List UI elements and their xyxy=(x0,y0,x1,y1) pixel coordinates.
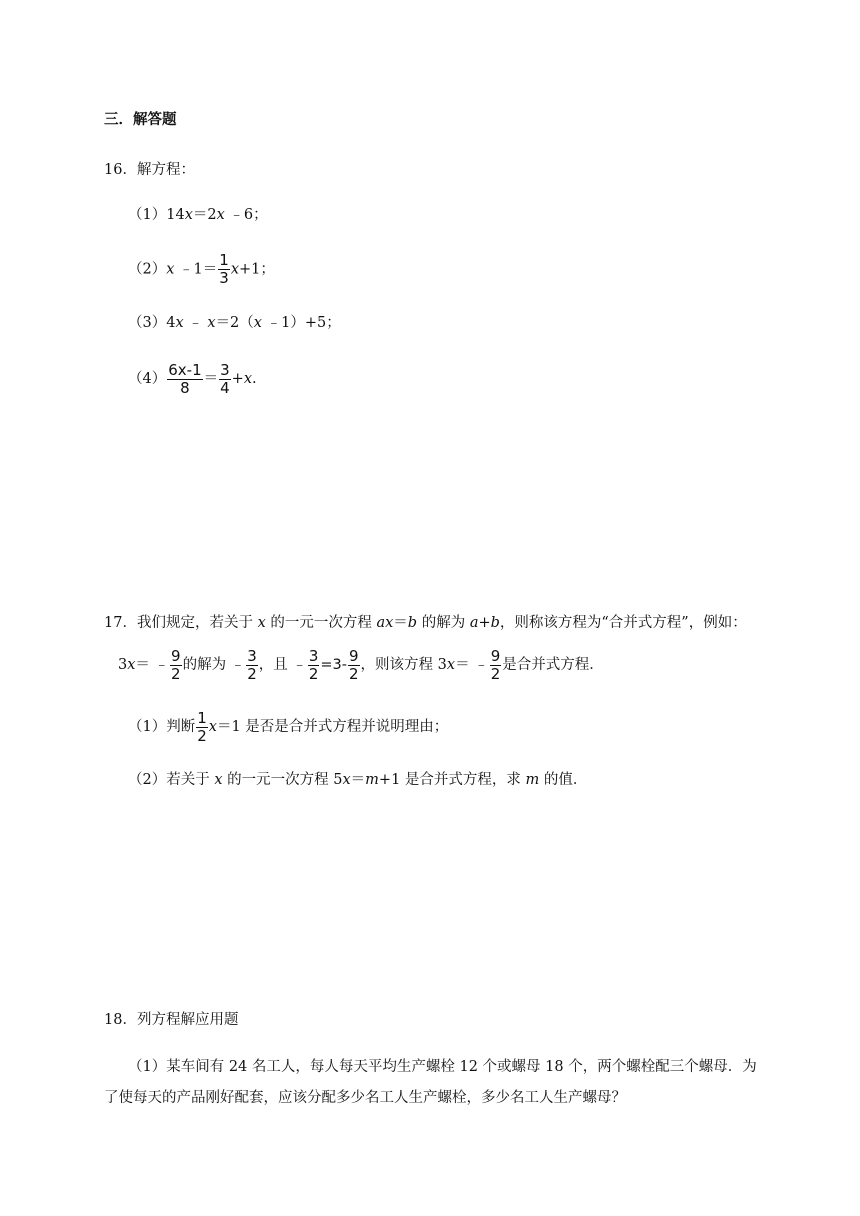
fraction-6x-1-over-8: $\frac{6x-1}{8}$ xyxy=(168,360,202,397)
q16-part-2: （2）x ﹣1＝ $\frac{1}{3}$ x+1； xyxy=(128,251,275,287)
fraction-3-2: $\frac{3}{2}$ xyxy=(247,646,257,683)
q16-part-3: （3）4x ﹣ x＝2（x ﹣1）+5； xyxy=(128,315,341,331)
q16-part-1: （1）14x＝2x ﹣6； xyxy=(128,207,268,223)
fraction-one-third: $\frac{1}{3}$ xyxy=(219,251,229,287)
fraction-3-2-b: $\frac{3}{2}$ xyxy=(308,646,319,683)
fraction-9-2-c: $\frac{9}{2}$ xyxy=(490,646,501,683)
fraction-one-half: $\frac{1}{2}$ xyxy=(197,708,207,745)
q17-part-2: （2）若关于 x 的一元一次方程 5x＝m+1 是合并式方程，求 m 的值． xyxy=(128,772,588,788)
question-17-line-1: 17．我们规定，若关于 x 的一元一次方程 ax＝b 的解为 a+b，则称该方程为“合并式方程”，例如： xyxy=(104,615,747,631)
question-17-line-2: 3x＝ ﹣ $\frac{9}{2}$ 的解为 ﹣ $\frac{3}{2}$ ，且 ﹣ $\frac{3}{2}$ =3- $\frac{9}{2}$ ，则该方程 3x＝ ﹣ $\frac{9}{2}$ 是合并式方程． xyxy=(118,646,604,683)
section-title: 三．解答题 xyxy=(104,111,177,128)
question-16-stem: 16．解方程： xyxy=(104,162,195,178)
question-18-stem: 18．列方程解应用题 xyxy=(104,1012,239,1028)
fraction-9-2-b: $\frac{9}{2}$ xyxy=(349,646,359,683)
q18-part-1-line-1: （1）某车间有 24 名工人，每人每天平均生产螺栓 12 个或螺母 18 个，两个螺栓配三个螺母．为 xyxy=(128,1059,757,1075)
fraction-9-2: $\frac{9}{2}$ xyxy=(171,646,181,683)
q16-part-4: （4） $\frac{6x-1}{8}$ ＝ $\frac{3}{4}$ +x. xyxy=(128,360,257,397)
fraction-three-quarters: $\frac{3}{4}$ xyxy=(220,360,230,397)
q18-part-1-line-2: 了使每天的产品刚好配套，应该分配多少名工人生产螺栓，多少名工人生产螺母？ xyxy=(104,1090,626,1106)
q17-part-1: （1）判断 $\frac{1}{2}$ x＝1 是否是合并式方程并说明理由； xyxy=(128,708,449,745)
